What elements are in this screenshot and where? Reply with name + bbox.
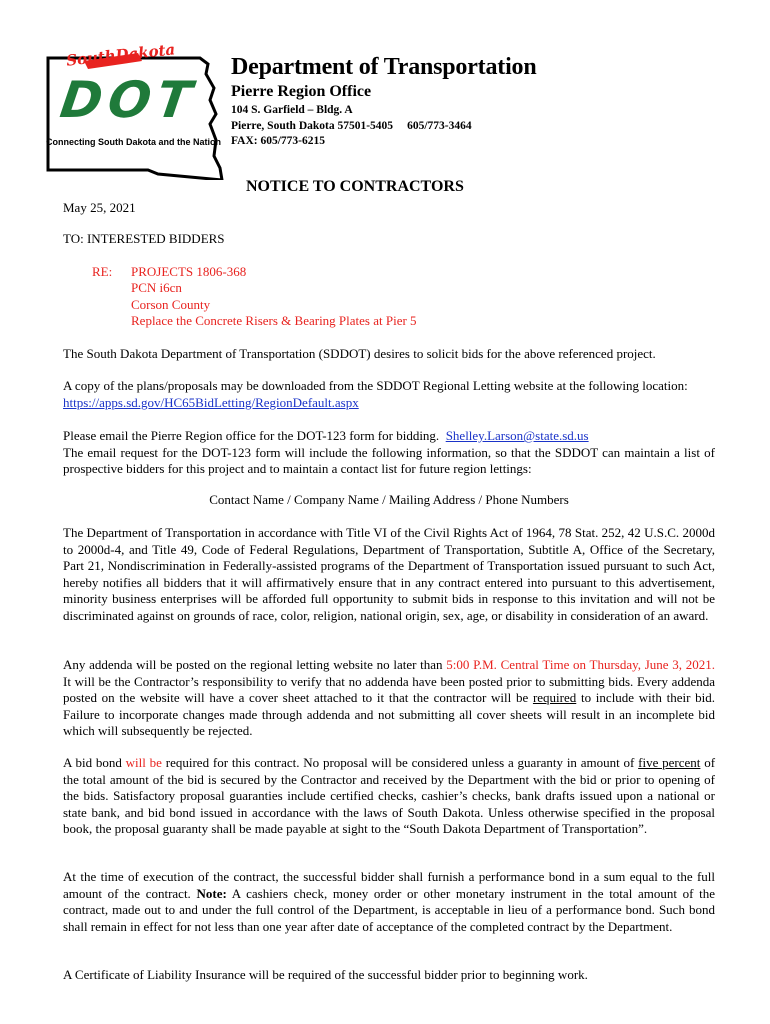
bid-bond-five-percent: five percent — [638, 755, 701, 770]
addenda-text-3: to include with their bid. Failure to incorporate changes made through addenda and not submitting all cover sheets will result in an incomplete bid which will subsequently be rejected. — [63, 690, 716, 738]
office-name: Pierre Region Office — [231, 83, 372, 100]
logo-tagline: Connecting South Dakota and the Nation — [46, 137, 221, 147]
logo-dot-text: DOT — [56, 71, 202, 129]
phone-number: 605/773-3464 — [407, 120, 472, 132]
letting-website-link[interactable]: https://apps.sd.gov/HC65BidLetting/RegionDefault.aspx — [63, 394, 359, 410]
addenda-text-2: It will be the Contractor’s responsibility to verify that no addenda have been posted prior to submitting bids. Every addenda posted on the website will have a cover sheet attached to it that the contractor will be — [63, 673, 715, 705]
re-project: PROJECTS 1806-368 — [131, 264, 247, 279]
performance-text-1: At the time of execution of the contract, the successful bidder shall furnish a performance bond in a sum equal to the full amount of the contract. — [63, 869, 715, 901]
email-request-text: The email request for the DOT-123 form will include the following information, so that the SDDOT can maintain a list of prospective bidders for this project and to maintain a contact list for future region lettings: — [63, 444, 715, 476]
email-link[interactable]: Shelley.Larson@state.sd.us — [445, 428, 589, 443]
letter-date: May 25, 2021 — [63, 200, 136, 215]
addenda-paragraph — [63, 657, 715, 740]
addenda-text-1: Any addenda will be posted on the regional letting website no later than — [63, 657, 443, 672]
email-instruction: Please email the Pierre Region office for the DOT-123 form for bidding. — [63, 428, 440, 443]
addenda-required: required — [532, 690, 577, 705]
fax-number: FAX: 605/773-6215 — [231, 135, 326, 147]
re-pcn: PCN i6cn — [131, 280, 182, 295]
re-description: Replace the Concrete Risers & Bearing Plates at Pier 5 — [131, 313, 417, 328]
bid-bond-will-be: will be — [125, 755, 162, 770]
bid-bond-text-3: of the total amount of the bid is secured by the Contractor and received by the Department with the bid or prior to opening of the bids. Satisfactory proposal guaranties include certified checks, cashier’s checks, bank drafts issued upon a national or state bank, and bid bond issued in accordance with the laws of South Dakota. Unless otherwise specified in the proposal book, the proposal guaranty shall be made payable at sight to the “South Dakota Department of Transportation”. — [63, 755, 716, 836]
email-paragraph — [63, 428, 715, 478]
bid-bond-paragraph — [63, 755, 715, 838]
re-label: RE: — [92, 264, 113, 279]
sddot-logo — [40, 40, 226, 180]
addenda-deadline: 5:00 P.M. Central Time on Thursday, June 3, 2021. — [446, 657, 715, 672]
insurance-paragraph: A Certificate of Liability Insurance will be required of the successful bidder prior to beginning work. — [63, 967, 588, 982]
department-title: Department of Transportation — [231, 54, 537, 80]
bid-bond-text-1: A bid bond — [63, 755, 122, 770]
address-line-2 — [231, 120, 472, 132]
performance-text-2: A cashiers check, money order or other monetary instrument in the total amount of the contract, made out to and under the full control of the Department, is acceptable in lieu of a performance bond. Such bond shall remain in effect for not less than one year after date of acceptance of the completed contract by the Department. — [63, 885, 715, 934]
contact-fields: Contact Name / Company Name / Mailing Address / Phone Numbers — [209, 492, 569, 507]
notice-title: NOTICE TO CONTRACTORS — [246, 178, 464, 195]
city-state-zip: Pierre, South Dakota 57501-5405 — [231, 120, 394, 132]
re-county: Corson County — [131, 297, 211, 312]
intro-paragraph: The South Dakota Department of Transportation (SDDOT) desires to solicit bids for the above referenced project. — [63, 346, 656, 361]
to-line: TO: INTERESTED BIDDERS — [63, 231, 225, 246]
bid-bond-text-2: required for this contract. No proposal will be considered unless a guaranty in amount of — [165, 755, 635, 770]
download-text: A copy of the plans/proposals may be downloaded from the SDDOT Regional Letting website at the following location: — [63, 378, 688, 393]
logo-script: SouthDakota — [65, 40, 177, 70]
note-label: Note: — [196, 885, 227, 901]
address-line-1: 104 S. Garfield – Bldg. A — [231, 104, 353, 116]
civil-rights-paragraph: The Department of Transportation in accordance with Title VI of the Civil Rights Act of 1964, 78 Stat. 252, 42 U.S.C. 2000d to 2000d-4, and Title 49, Code of Federal Regulations, Department of Transportation, Subtitle A, Office of the Secretary, Part 21, Nondiscrimination in Federally-assisted programs of the Department of Transportation issued pursuant to such Act, hereby notifies all bidders that it will affirmatively ensure that in any contract entered into pursuant to this advertisement, minority business enterprises will be afforded full opportunity to submit bids in response to this invitation and will not be discriminated against on grounds of race, color, religion, national origin, sex, age, or disability in consideration of an award. — [63, 525, 715, 623]
download-paragraph — [63, 378, 715, 411]
performance-bond-paragraph — [63, 869, 715, 935]
